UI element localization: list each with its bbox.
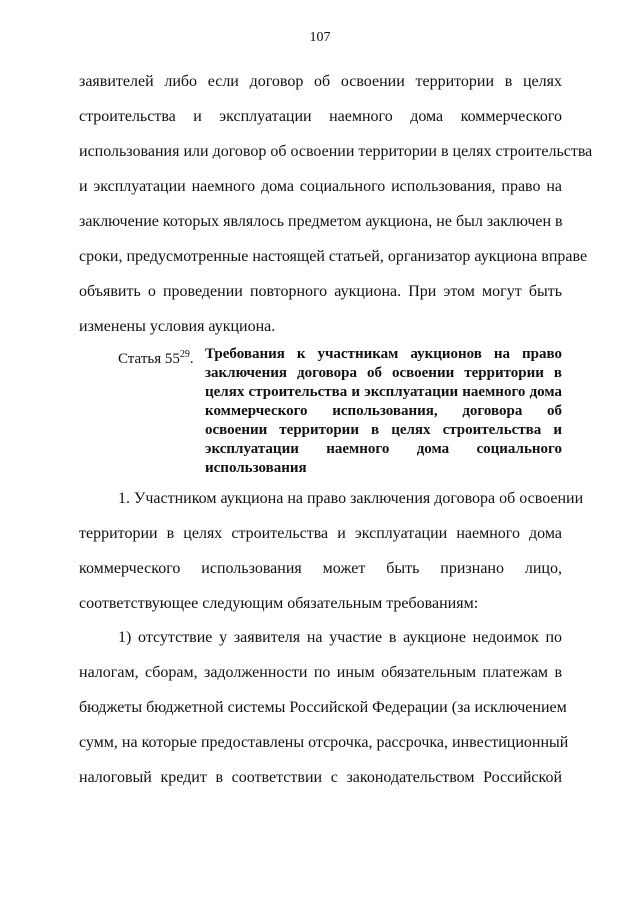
article-label-suffix: . — [189, 351, 194, 367]
paragraph-3-line-2: налогам, сборам, задолженности по иным обязательным платежам в — [79, 664, 562, 681]
page-number: 107 — [309, 30, 331, 45]
paragraph-1-line-7: объявить о проведении повторного аукциона. При этом могут быть — [79, 283, 562, 300]
paragraph-3-line-1: 1) отсутствие у заявителя на участие в аукционе недоимок по — [118, 629, 562, 646]
paragraph-3-line-4: сумм, на которые предоставлены отсрочка, рассрочка, инвестиционный — [79, 734, 569, 751]
article-heading-line-1: Требования к участникам аукционов на право — [205, 346, 562, 362]
paragraph-1-line-2: строительства и эксплуатации наемного дома коммерческого — [79, 108, 562, 125]
article-heading-line-3: целях строительства и эксплуатации наемного дома — [205, 384, 562, 400]
paragraph-1-line-3: использования или договор об освоении территории в целях строительства — [79, 143, 593, 160]
paragraph-2-line-1: 1. Участником аукциона на право заключения договора об освоении — [118, 490, 584, 507]
paragraph-1-line-6: сроки, предусмотренные настоящей статьей, организатор аукциона вправе — [79, 248, 588, 265]
article-heading-line-6: эксплуатации наемного дома социального — [205, 441, 562, 457]
paragraph-3-line-3: бюджеты бюджетной системы Российской Федерации (за исключением — [79, 699, 567, 716]
paragraph-2-line-3: коммерческого использования может быть признано лицо, — [79, 560, 562, 577]
article-heading-line-2: заключения договора об освоении территории в — [205, 365, 562, 381]
paragraph-1-line-4: и эксплуатации наемного дома социального использования, право на — [79, 178, 562, 195]
paragraph-1-line-8: изменены условия аукциона. — [79, 318, 276, 335]
article-heading-line-7: использования — [205, 460, 307, 476]
paragraph-1-line-5: заключение которых являлось предметом аукциона, не был заключен в — [79, 213, 563, 230]
article-label-text: Статья 55 — [118, 351, 180, 367]
paragraph-3-line-5: налоговый кредит в соответствии с законодательством Российской — [79, 769, 562, 786]
article-label — [118, 345, 194, 369]
paragraph-1-line-1: заявителей либо если договор об освоении территории в целях — [79, 73, 562, 90]
paragraph-2-line-4: соответствующее следующим обязательным требованиям: — [79, 595, 479, 612]
article-heading-line-4: коммерческого использования, договора об — [205, 403, 562, 419]
article-heading-line-5: освоении территории в целях строительства и — [205, 422, 562, 438]
article-label-superscript: 29 — [179, 349, 190, 360]
paragraph-2-line-2: территории в целях строительства и эксплуатации наемного дома — [79, 525, 562, 542]
